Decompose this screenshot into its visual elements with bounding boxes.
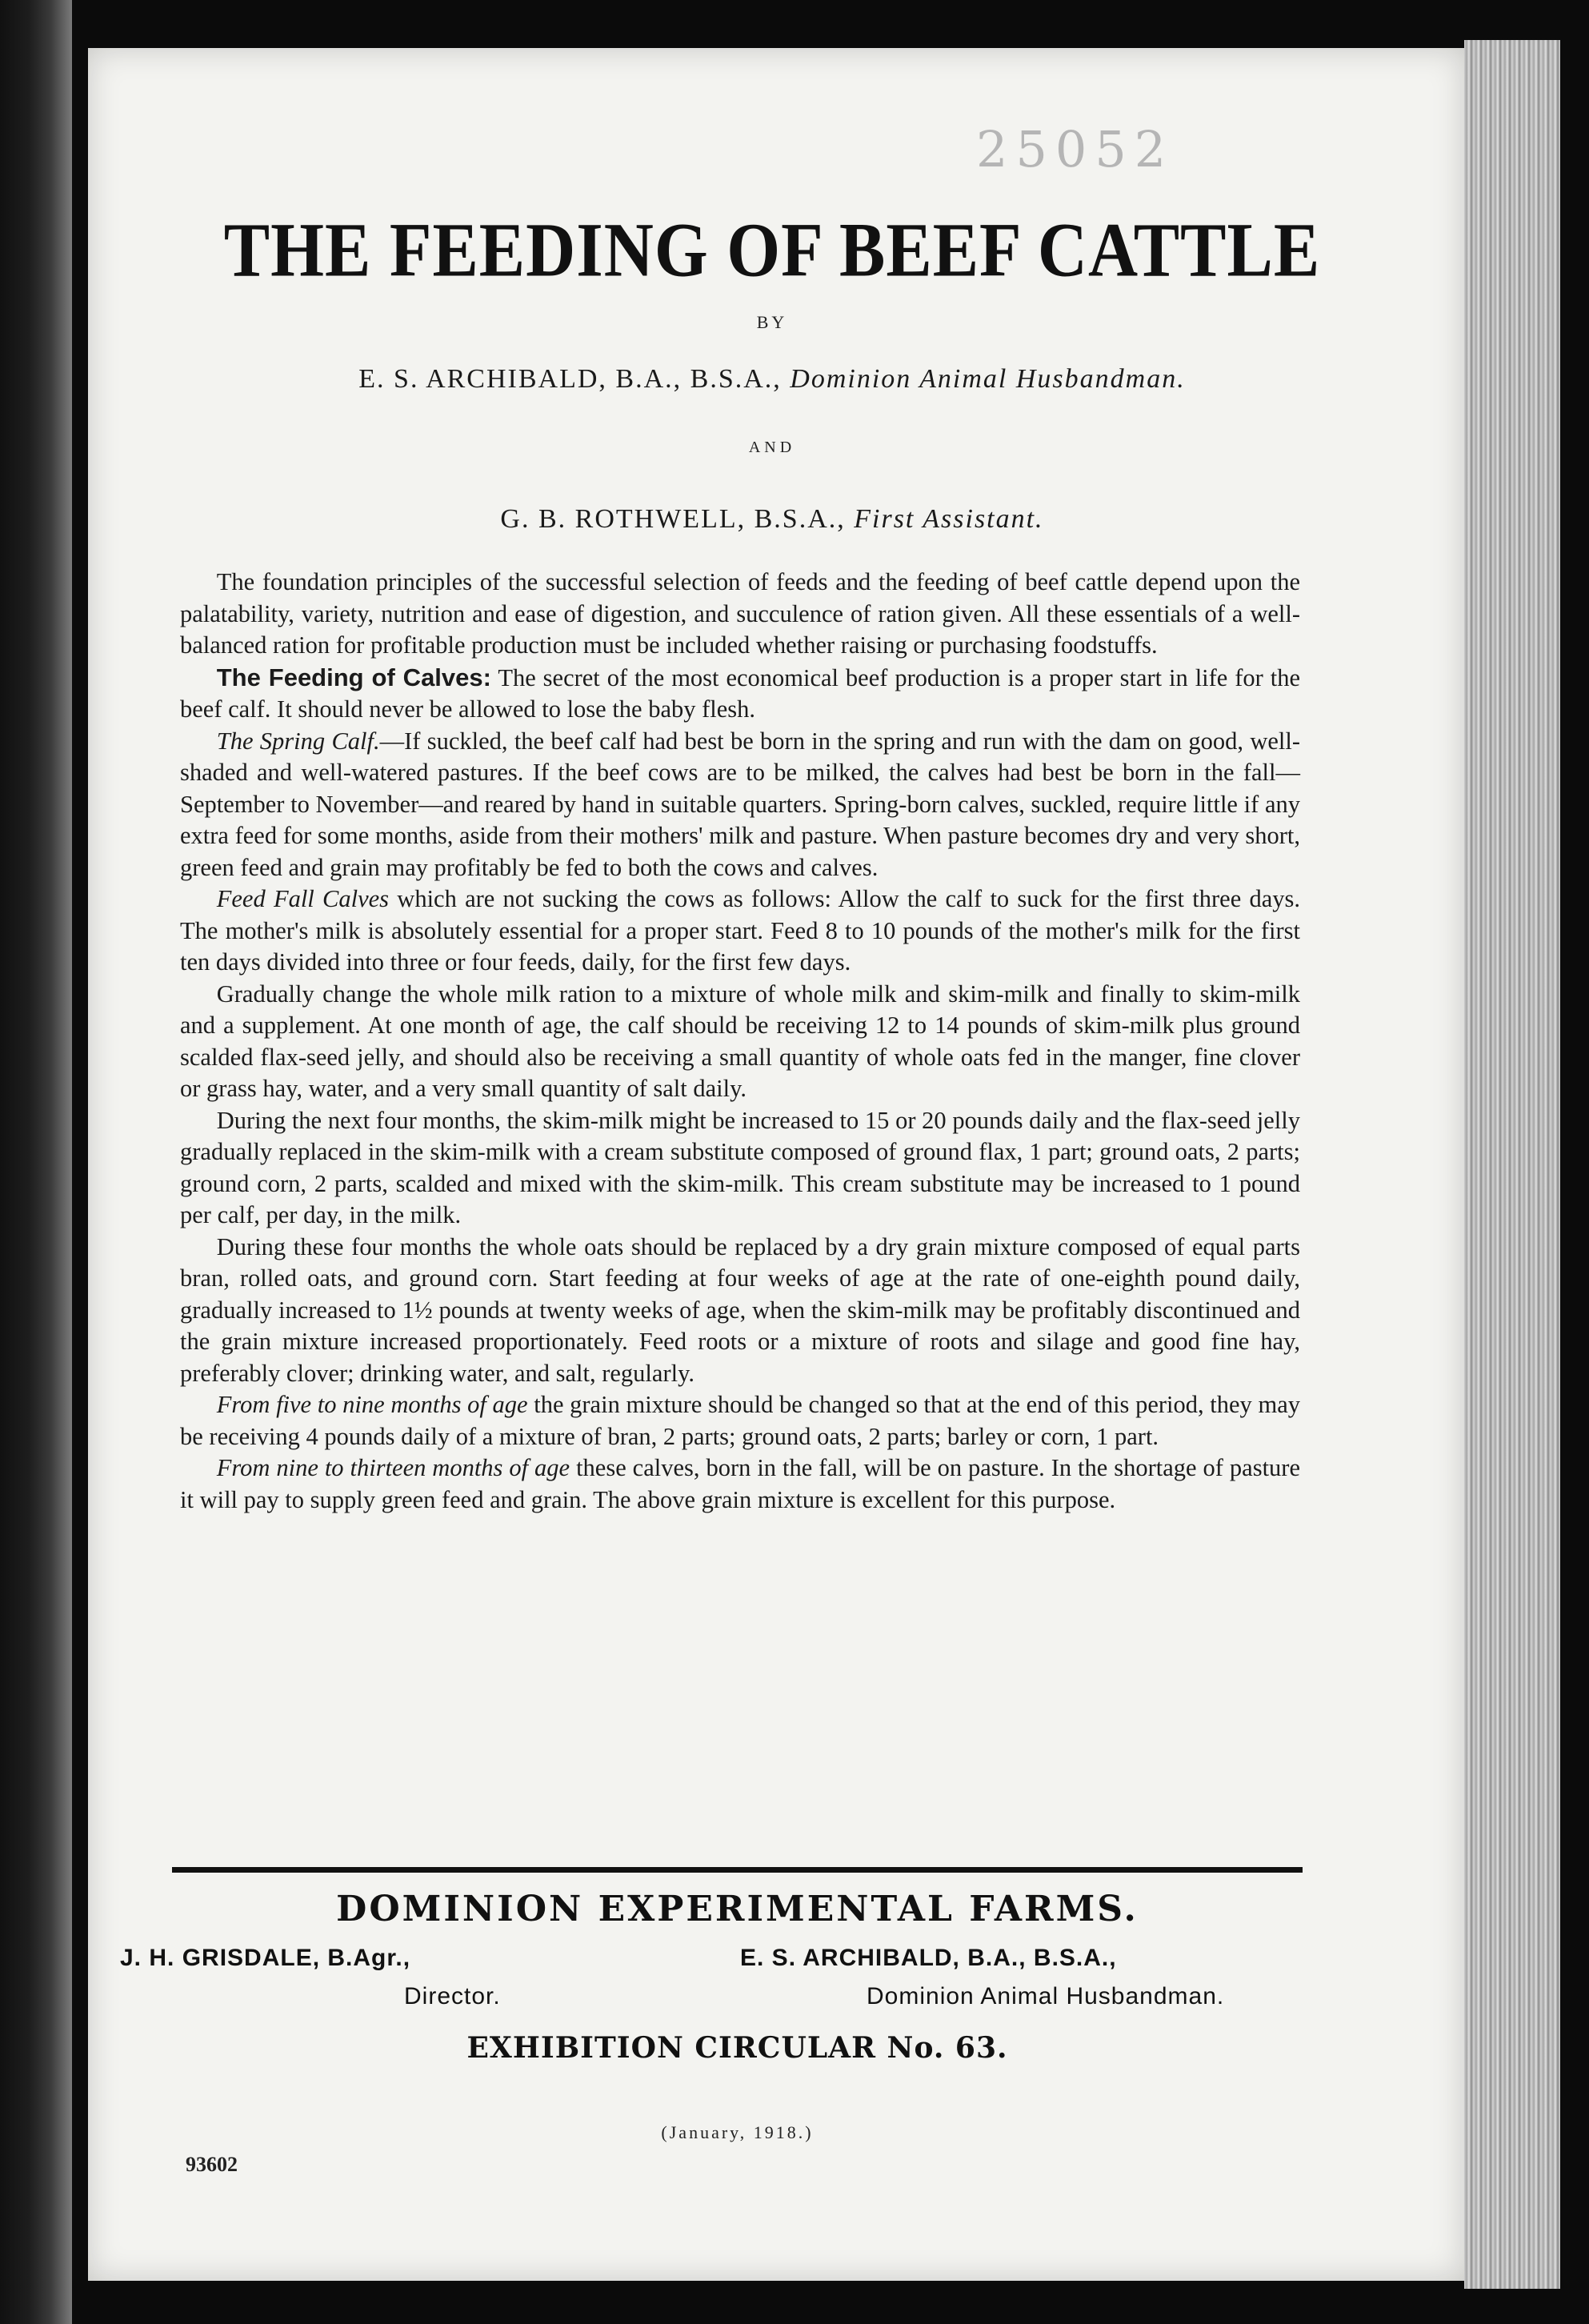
paragraph-feeding-calves: The Feeding of Calves: The secret of the most economical beef production is a proper start in life for the beef calf. It should never be allowed to lose the baby flesh. — [180, 663, 1300, 723]
byline-by: BY — [756, 312, 788, 332]
paragraph-four-months: During the next four months, the skim-milk might be increased to 15 or 20 pounds daily and the flax-seed jelly gradually replaced in the skim-milk with a cream substitute composed of ground flax, 1 part; ground oats, 2 parts; ground corn, 2 parts, scalded and mixed with the skim-milk. This cream substitute may be increased to 1 pound per calf, per day, in the milk. — [180, 1106, 1300, 1228]
byline-and: AND — [748, 439, 796, 456]
footer-director-name: J. H. GRISDALE, B.Agr., — [120, 1945, 411, 1971]
footer-organization: DOMINION EXPERIMENTAL FARMS. — [336, 1889, 1139, 1929]
author-rothwell-name: G. B. ROTHWELL, B.S.A., — [500, 504, 846, 534]
publication-date: (January, 1918.) — [661, 2122, 814, 2142]
scan-right-margin — [1560, 0, 1589, 2324]
subheading-nine-to-thirteen: From nine to thirteen months of age — [216, 1454, 570, 1481]
circular-number: EXHIBITION CIRCULAR No. 63. — [466, 2031, 1008, 2065]
paragraph-spring-calf: The Spring Calf.—If suckled, the beef calf had best be born in the spring and run with the dam on good, well-shaded and well-watered pastures. If the beef cows are to be milked, the calves had best be born in the fall—September to November—and reared by hand in suitable quarters. Spring-born calves, suckled, require little if any extra feed for some months, aside from their mothers' milk and pasture. When pasture becomes dry and very short, green feed and grain may profitably be fed to both the cows and calves. — [180, 727, 1300, 881]
section-heading-feeding-calves: The Feeding of Calves: — [216, 663, 491, 691]
page-stack-edge — [1464, 40, 1560, 2289]
author-rothwell-title: First Assistant. — [854, 504, 1044, 534]
paragraph-nine-to-thirteen: From nine to thirteen months of age these calves, born in the fall, will be on pasture. In the shortage of pasture it will pay to supply green feed and grain. The above grain mixture is excellent for this purpose. — [180, 1454, 1300, 1513]
document-title: THE FEEDING OF BEEF CATTLE — [223, 206, 1321, 293]
subheading-fall-calves: Feed Fall Calves — [216, 885, 390, 912]
author-archibald-title: Dominion Animal Husbandman. — [790, 364, 1186, 394]
accession-stamp: 25052 — [976, 120, 1175, 178]
paragraph-grain-mixture: During these four months the whole oats should be replaced by a dry grain mixture composed of equal parts bran, rolled oats, and ground corn. Start feeding at four weeks of age at the rate of one-eighth pound daily, gradually increased to 1½ pounds at twenty weeks of age, when the skim-milk may be profitably discontinued and the grain mixture increased proportionately. Feed roots or a mixture of roots and silage and good fine hay, preferably clover; drinking water, and salt, regularly. — [180, 1232, 1300, 1387]
paragraph-fall-calves: Feed Fall Calves which are not sucking the cows as follows: Allow the calf to suck for the first three days. The mother's milk is absolutely essential for a proper start. Feed 8 to 10 pounds of the mother's milk for the first ten days divided into three or four feeds, daily, for the first few days. — [180, 885, 1301, 976]
footer-husbandman-name: E. S. ARCHIBALD, B.A., B.S.A., — [740, 1945, 1117, 1971]
author-archibald — [160, 364, 1384, 395]
author-rothwell — [160, 504, 1384, 535]
paragraph-five-to-nine: From five to nine months of age the grain mixture should be changed so that at the end of this period, they may be receiving 4 pounds daily of a mixture of bran, 2 parts; ground oats, 2 parts; barley or corn, 1 part. — [180, 1391, 1300, 1450]
subheading-five-to-nine: From five to nine months of age — [216, 1391, 528, 1418]
print-code: 93602 — [186, 2153, 238, 2176]
footer-husbandman-role: Dominion Animal Husbandman. — [867, 1983, 1225, 2009]
footer-director-role: Director. — [404, 1983, 501, 2009]
article-body — [180, 567, 1300, 1516]
author-archibald-name: E. S. ARCHIBALD, B.A., B.S.A., — [358, 364, 782, 394]
paragraph-skim-milk: Gradually change the whole milk ration to a mixture of whole milk and skim-milk and finally to skim-milk and a supplement. At one month of age, the calf should be receiving 12 to 14 pounds of skim-milk plus ground scalded flax-seed jelly, and should also be receiving a small quantity of whole oats fed in the manger, fine clover or grass hay, water, and a very small quantity of salt daily. — [180, 980, 1300, 1102]
binding-left-edge — [0, 0, 72, 2324]
paragraph-intro: The foundation principles of the successful selection of feeds and the feeding of beef cattle depend upon the palatability, variety, nutrition and ease of digestion, and succulence of ration given. All these essentials of a well-balanced ration for profitable production must be included whether raising or purchasing foodstuffs. — [180, 568, 1300, 659]
footer-divider — [172, 1867, 1303, 1873]
subheading-spring-calf: The Spring Calf. — [216, 727, 380, 755]
